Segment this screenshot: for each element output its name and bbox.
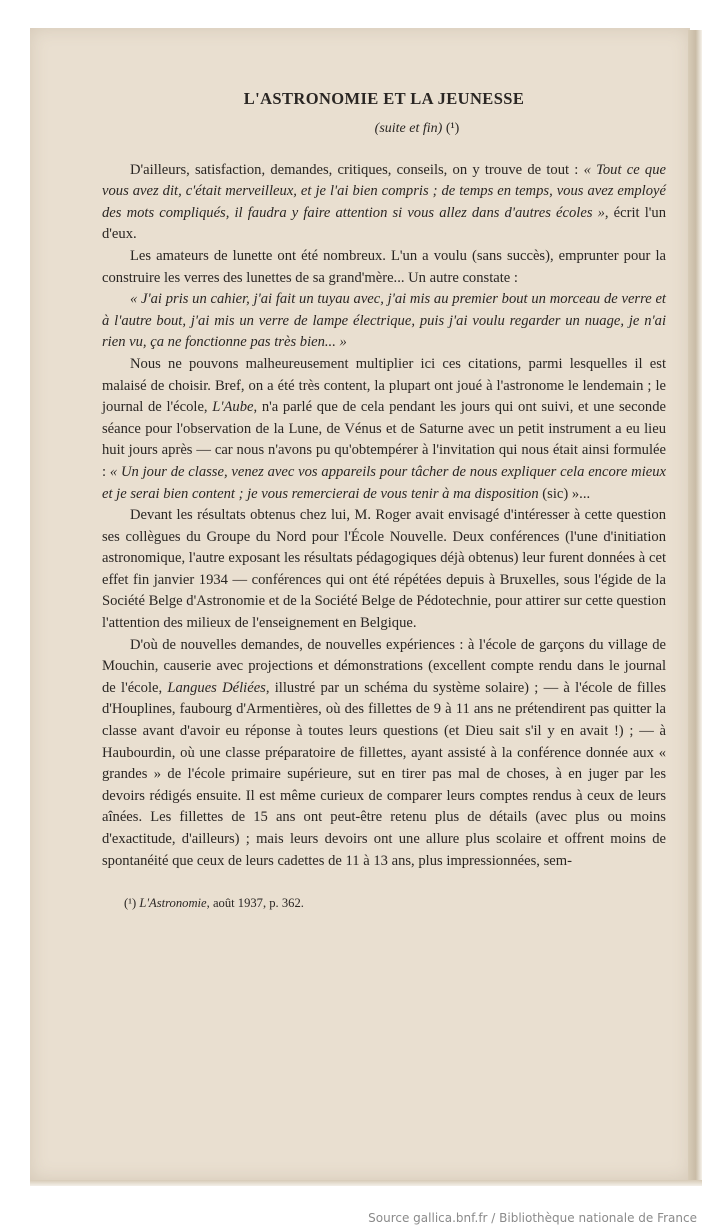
paragraph-5-lead: D'où de nouvelles demandes, de nouvelles expériences : à l'école de garçons du village de Mouchin, causerie avec projections et démonstrations (excellent compte rendu dans le journal de l'école,: [102, 636, 666, 696]
paragraph-1-tail: , écrit l'un d'eux.: [102, 204, 666, 243]
footnote-details: , août 1937, p. 362.: [206, 896, 304, 911]
footnote-source-title: L'Astronomie: [139, 896, 207, 911]
paragraph-3-tail: (sic) »...: [538, 485, 591, 502]
paragraph-1-lead: D'ailleurs, satisfaction, demandes, critiques, conseils, on y trouve de tout :: [130, 161, 579, 178]
paragraph-3-mid: , n'a parlé que de cela pendant les jours qui ont suivi, et une seconde séance pour l'observation de la Lune, de Vénus et de Saturne avec un petit instrument a eu lieu huit jours après — car nous n'avons pu qu'obtempérer à l'invitation qui nous était ainsi formulée :: [102, 399, 666, 480]
journal-title-langues-deliees: Langues Déliées: [167, 679, 266, 696]
paragraph-3: [102, 354, 666, 505]
paragraph-4: Devant les résultats obtenus chez lui, M. Roger avait envisagé d'intéresser à cette question ses collègues du Groupe du Nord pour l'École Nouvelle. Deux conférences (l'une d'initiation astronomique, l'autre exposant les résultats pédagogiques déjà obtenus) leur furent données à cet effet fin janvier 1934 — conférences qui ont été répétées depuis à Bruxelles, sous l'égide de la Société Belge d'Astronomie et de la Société Belge de Pédotechnie, pour attirer sur cette question l'attention des milieux de l'enseignement en Belgique.: [102, 507, 666, 632]
page-edge: [688, 30, 702, 1180]
paragraph-1: [102, 160, 666, 246]
paragraph-1-quote: « Tout ce que vous avez dit, c'était merveilleux, et je l'ai bien compris ; de temps en temps, vous avez employé des mots compliqués, il faudra y faire attention si vous allez dans d'autres écoles »: [102, 161, 667, 221]
page-bottom-edge: [30, 1180, 702, 1186]
footnote-marker: (¹): [124, 896, 137, 911]
footnote: [102, 894, 666, 912]
journal-title-laube: L'Aube: [212, 399, 254, 416]
article-title: L'ASTRONOMIE ET LA JEUNESSE: [243, 89, 525, 108]
article-subtitle: [168, 118, 666, 140]
page-text: [102, 86, 666, 912]
paragraph-3-lead: Nous ne pouvons malheureusement multiplier ici ces citations, parmi lesquelles il est malaisé de choisir. Bref, on a été très content, la plupart ont joué à l'astronome le lendemain ; le journal de l'école,: [102, 355, 666, 416]
paragraph-5: [102, 635, 666, 873]
subtitle-footnote-ref: (¹): [445, 121, 460, 136]
source-attribution: Source gallica.bnf.fr / Bibliothèque nationale de France: [368, 1211, 697, 1225]
paragraph-3-quote: « Un jour de classe, venez avec vos appareils pour tâcher de nous expliquer cela encore mieux et je serai bien content ; je vous remercierai de vous tenir à ma disposition: [102, 463, 667, 502]
subtitle-text: (suite et fin): [374, 121, 443, 136]
paragraph-5-tail: , illustré par un schéma du système solaire) ; — à l'école de filles d'Houplines, faubourg d'Armentières, où des fillettes de 9 à 11 ans ne prétendirent pas quitter la classe avant d'avoir eu réponse à toutes leurs questions (et Dieu sait s'il y en avait !) ; — à Haubourdin, où une classe préparatoire de fillettes, ayant assisté à la conférence donnée aux « grandes » de l'école primaire supérieure, sut en tirer pas mal de choses, à en juger par les devoirs rédigés ensuite. Il est même curieux de comparer leurs comptes rendus à ceux de leurs aînées. Les fillettes de 15 ans ont peut-être retenu plus de détails (avec plus ou moins d'exactitude, d'ailleurs) ; mais leurs devoirs ont une allure plus scolaire et offrent moins de spontanéité que ceux de leurs cadettes de 11 à 13 ans, plus impressionnées, sem-: [102, 679, 667, 869]
paragraph-2-quote: « J'ai pris un cahier, j'ai fait un tuyau avec, j'ai mis au premier bout un morceau de verre et à l'autre bout, j'ai mis un verre de lampe électrique, puis j'ai voulu regarder un nuage, je n'ai rien vu, ça ne fonctionne pas très bien... »: [102, 291, 666, 351]
paragraph-2-lead: Les amateurs de lunette ont été nombreux. L'un a voulu (sans succès), emprunter pour la construire les verres des lunettes de sa grand'mère... Un autre constate :: [102, 247, 666, 286]
paragraph-2: [102, 246, 666, 289]
